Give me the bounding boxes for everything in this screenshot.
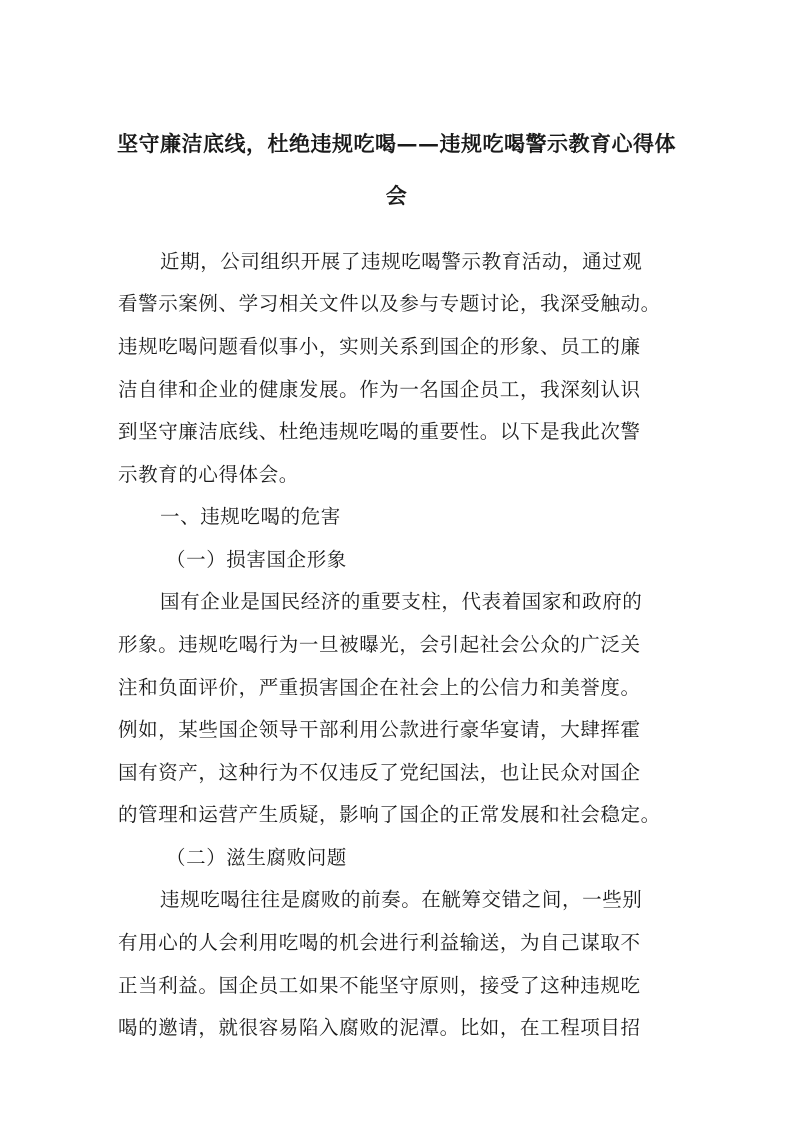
paragraph-2-line-3: 注和负面评价，严重损害国企在社会上的公信力和美誉度。 [118, 676, 641, 699]
paragraph-1-line-6: 示教育的心得体会。 [118, 463, 299, 486]
paragraph-1-line-5: 到坚守廉洁底线、杜绝违规吃喝的重要性。以下是我此次警 [118, 420, 641, 443]
paragraph-1-line-1: 近期，公司组织开展了违规吃喝警示教育活动，通过观 [160, 250, 643, 273]
paragraph-2-line-4: 例如，某些国企领导干部利用公款进行豪华宴请，大肆挥霍 [118, 718, 641, 741]
paragraph-1-line-4: 洁自律和企业的健康发展。作为一名国企员工，我深刻认识 [118, 378, 641, 401]
document-title-line-2: 会 [385, 183, 408, 208]
paragraph-3-line-4: 喝的邀请，就很容易陷入腐败的泥潭。比如，在工程项目招 [118, 1016, 641, 1039]
paragraph-3-line-1: 违规吃喝往往是腐败的前奏。在觥筹交错之间，一些别 [160, 888, 643, 911]
paragraph-2-line-5: 国有资产，这种行为不仅违反了党纪国法，也让民众对国企 [118, 761, 641, 784]
paragraph-2-line-1: 国有企业是国民经济的重要支柱，代表着国家和政府的 [160, 590, 643, 613]
subheading-1: （一）损害国企形象 [166, 548, 347, 571]
paragraph-3-line-2: 有用心的人会利用吃喝的机会进行利益输送，为自己谋取不 [118, 931, 641, 954]
paragraph-2-line-2: 形象。违规吃喝行为一旦被曝光，会引起社会公众的广泛关 [118, 633, 641, 656]
document-title-line-1: 坚守廉洁底线，杜绝违规吃喝——违规吃喝警示教育心得体 [117, 131, 676, 156]
section-heading: 一、违规吃喝的危害 [160, 505, 341, 528]
subheading-2: （二）滋生腐败问题 [166, 846, 347, 869]
paragraph-3-line-3: 正当利益。国企员工如果不能坚守原则，接受了这种违规吃 [118, 974, 641, 997]
paragraph-1-line-2: 看警示案例、学习相关文件以及参与专题讨论，我深受触动。 [118, 292, 661, 315]
paragraph-1-line-3: 违规吃喝问题看似事小，实则关系到国企的形象、员工的廉 [118, 335, 641, 358]
paragraph-2-line-6: 的管理和运营产生质疑，影响了国企的正常发展和社会稳定。 [118, 803, 661, 826]
